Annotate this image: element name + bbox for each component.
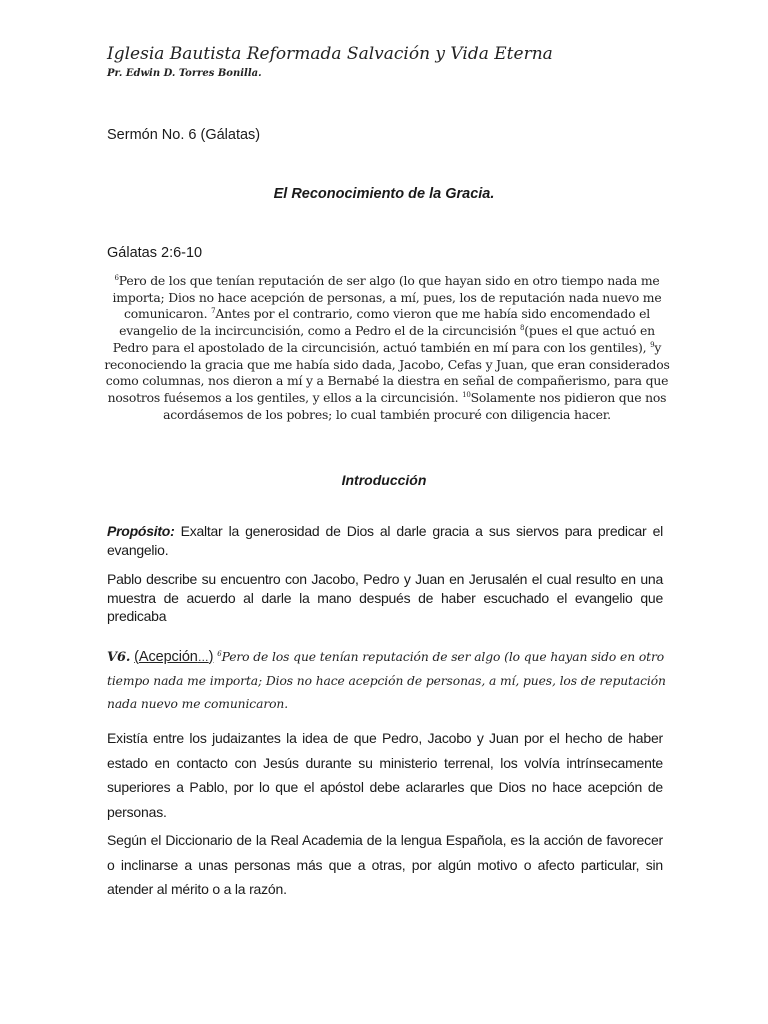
purpose-label: Propósito: (107, 523, 175, 539)
purpose-paragraph (107, 522, 663, 559)
sermon-title: El Reconocimiento de la Gracia. (273, 186, 495, 202)
church-name: Iglesia Bautista Reformada Salvación y Vida Eterna (107, 44, 553, 64)
keyword-dots: … (197, 652, 209, 664)
verse-text: Antes por el contrario, como vieron que me había sido encomendado el evangelio de la incircuncisión, como a Pedro el de la circuncisión (119, 306, 650, 339)
verse-text: Pero de los que tenían reputación de ser algo (lo que hayan sido en otro tiempo nada me importa; Dios no hace acepción de personas, a mí, pues, los de reputación nada nuevo me comunicaron. (107, 650, 666, 711)
verse-text: Pero de los que tenían reputación de ser algo (lo que hayan sido en otro tiempo nada me importa; Dios no hace acepción de personas, a mí, pues, los de reputación nada nuevo me comunicaron. (112, 273, 662, 322)
introduction-heading: Introducción (341, 472, 427, 488)
verse-text: Solamente nos pidieron que nos acordásemos de los pobres; lo cual también procuré con diligencia hacer. (163, 389, 667, 422)
verse-number: 6 (114, 274, 119, 282)
verse-number: 10 (462, 390, 471, 399)
pastor-name: Pr. Edwin D. Torres Bonilla. (107, 68, 262, 79)
verse-number: 7 (211, 307, 216, 316)
verse-label: V6. (107, 650, 131, 665)
definition-paragraph: Según el Diccionario de la Real Academia de la lengua Española, es la acción de favorecer o inclinarse a unas personas más que a otras, por algún motivo o afecto particular, sin atender al mérito o a la razón. (107, 832, 663, 897)
scripture-reference: Gálatas 2:6-10 (107, 245, 203, 261)
verse-number: 8 (520, 324, 525, 333)
keyword-text: Acepción (138, 649, 198, 665)
verse-text: (pues el que actuó en Pedro para el apostolado de la circuncisión, actuó también en mí para con los gentiles), (112, 323, 655, 355)
sermon-number: Sermón No. 6 (Gálatas) (107, 127, 261, 143)
purpose-text: Exaltar la generosidad de Dios al darle gracia a sus siervos para predicar el evangelio. (107, 523, 663, 558)
explanation-paragraph: Existía entre los judaizantes la idea de que Pedro, Jacobo y Juan por el hecho de haber estado en contacto con Jesús durante su ministerio terrenal, los volvía intrínsecamente superiores a Pablo, por lo que el apóstol debe aclararles que Dios no hace acepción de personas. (107, 730, 663, 820)
keyword-link: (Acepción…) (134, 649, 214, 665)
scripture-passage (104, 273, 670, 423)
verse-number: 9 (650, 340, 655, 349)
verse-number: 6 (217, 650, 222, 658)
verse-text: y reconociendo la gracia que me había sido dada, Jacobo, Cefas y Juan, que eran considerados como columnas, nos dieron a mí y a Bernabé la diestra en señal de compañerismo, para que nosotros fuésemos a los gentiles, y ellos a la circuncisión. (104, 339, 670, 405)
intro-paragraph: Pablo describe su encuentro con Jacobo, Pedro y Juan en Jerusalén el cual resulto en una muestra de acuerdo al darle la mano después de haber escuchado el evangelio que predicaba (107, 571, 663, 624)
v6-verse-block (107, 646, 667, 716)
